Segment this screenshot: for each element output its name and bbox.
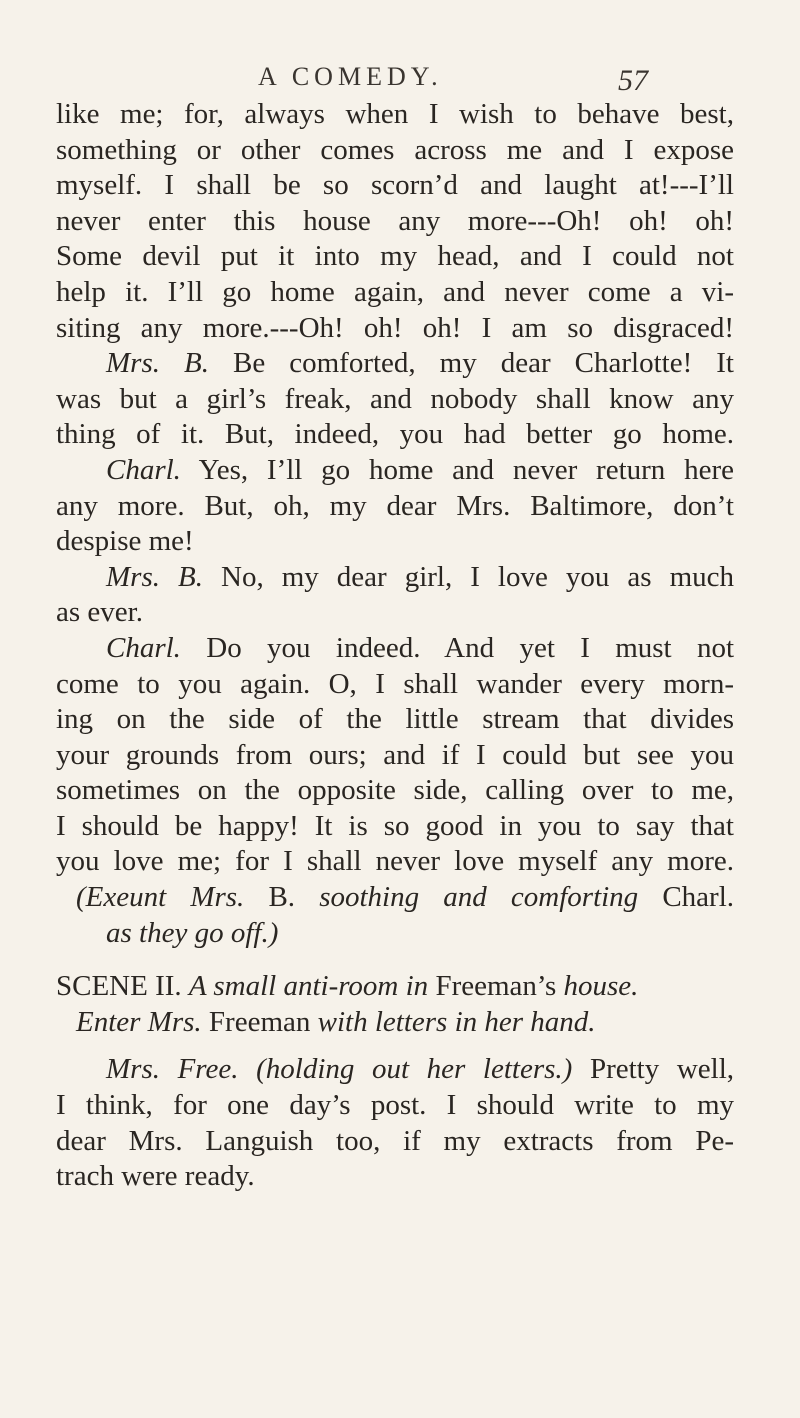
text-line: siting any more.---Oh! oh! oh! I am so disgraced! [56, 311, 734, 344]
body-text [56, 97, 734, 1195]
speaker-name: Mrs. Free. [106, 1053, 239, 1086]
speech-text: No, my dear girl, I love you as much [221, 560, 735, 593]
stage-direction: as they go off.) [106, 916, 279, 949]
stage-direction: (Exeunt Mrs. B. soothing and comforting Charl. [76, 881, 735, 914]
scene-label: SCENE II. [56, 970, 182, 1003]
spacer [56, 951, 734, 969]
speech-text: Pretty well, [589, 1053, 734, 1086]
speaker-name: Charl. [106, 631, 181, 664]
speech-text: Be comforted, my dear Charlotte! It [233, 347, 734, 380]
speech-line [56, 631, 734, 667]
scene-heading: SCENE II. A small anti-room in Freeman’s house. [56, 970, 639, 1003]
text-line: dear Mrs. Languish too, if my extracts from Pe- [56, 1124, 734, 1157]
text-line: like me; for, always when I wish to behave best, [56, 98, 734, 130]
text-line: any more. But, oh, my dear Mrs. Baltimore, don’t [56, 489, 734, 522]
speaker-name: Charl. [106, 453, 181, 486]
speech-line [56, 1052, 734, 1088]
stage-direction: (holding out her letters.) [256, 1053, 573, 1086]
text-line: I think, for one day’s post. I should write to my [56, 1089, 734, 1122]
speech-line [56, 560, 734, 596]
page-number: 57 [618, 64, 648, 97]
text-line: sometimes on the opposite side, calling over to me, [56, 774, 734, 807]
text-line: Some devil put it into my head, and I could not [56, 240, 734, 273]
running-head: A COMEDY. [258, 62, 443, 91]
speaker-name: Mrs. B. [106, 560, 203, 593]
text-line: I should be happy! It is so good in you to say that [56, 809, 734, 842]
stage-direction: Enter Mrs. Freeman with letters in her hand. [76, 1005, 596, 1038]
text-line: was but a girl’s freak, and nobody shall know any [56, 382, 734, 415]
text-line: something or other comes across me and I expose [56, 133, 734, 166]
speaker-name: Mrs. B. [106, 347, 209, 380]
speech-text: Yes, I’ll go home and never return here [198, 453, 734, 486]
text-line: help it. I’ll go home again, and never come a vi- [56, 275, 734, 308]
text-line: your grounds from ours; and if I could but see you [56, 738, 734, 771]
text-line: you love me; for I shall never love myself any more. [56, 845, 734, 878]
speech-line [56, 453, 734, 489]
text-line: trach were ready. [56, 1160, 255, 1193]
spacer [56, 1040, 734, 1052]
text-line: despise me! [56, 525, 194, 558]
speech-text: Do you indeed. And yet I must not [206, 631, 734, 664]
text-line: never enter this house any more---Oh! oh! oh! [56, 204, 734, 237]
speech-line [56, 346, 734, 382]
text-line: thing of it. But, indeed, you had better go home. [56, 418, 734, 451]
text-line: ing on the side of the little stream that divides [56, 703, 734, 736]
text-line: come to you again. O, I shall wander every morn- [56, 667, 734, 700]
text-line: as ever. [56, 596, 143, 629]
page-header [0, 60, 800, 100]
text-line: myself. I shall be so scorn’d and laught at!---I’ll [56, 169, 734, 202]
